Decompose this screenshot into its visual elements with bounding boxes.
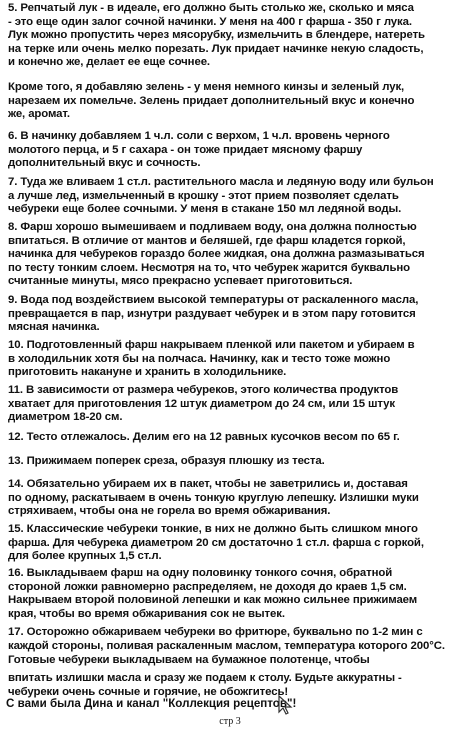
step-5-paragraph: 5. Репчатый лук - в идеале, его должно быть столько же, сколько и мяса - это еще один залог сочной начинки. У меня на 400 г фарша - 350 г лука. Лук можно пропустить через мясорубку, измельчить в блендере, натереть на терке или очень мелко порезать. Лук придает начинке некую сладость, и конечно же, делает ее еще сочнее. [8, 2, 425, 69]
step-15-paragraph: 15. Классические чебуреки тонкие, в них не должно быть слишком много фарша. Для чебурека диаметром 20 см достаточно 1 ст.л. фарша с горкой, для более крупных 1,5 ст.л. [8, 523, 424, 563]
step-11-paragraph: 11. В зависимости от размера чебуреков, этого количества продуктов хватает для приготовления 12 штук диаметром до 24 см, или 15 штук диаметром 18-20 см. [8, 384, 399, 424]
signature-line: С вами была Дина и канал "Коллекция рецептов"! [6, 697, 297, 710]
step-10-paragraph: 10. Подготовленный фарш накрываем пленкой или пакетом и убираем в в холодильник хотя бы на полчаса. Начинку, как и тесто тоже можно приготовить накануне и хранить в холодильнике. [8, 339, 415, 379]
serving-paragraph: Готовые чебуреки выкладываем на бумажное полотенце, чтобы [8, 654, 370, 666]
step-5-herbs-paragraph: Кроме того, я добавляю зелень - у меня немного кинзы и зеленый лук, нарезаем их помельче. Зелень придает дополнительный вкус и конечно же, аромат. [8, 81, 415, 121]
step-12-paragraph: 12. Тесто отлежалось. Делим его на 12 равных кусочков весом по 65 г. [8, 431, 400, 443]
step-13-paragraph: 13. Прижимаем поперек среза, образуя плюшку из теста. [8, 455, 325, 467]
step-7-paragraph: 7. Туда же вливаем 1 ст.л. растительного масла и ледяную воду или бульон а лучше лед, измельченный в крошку - этот прием позволяет сделать чебуреки еще более сочными. У меня в стакане 150 мл ледяной воды. [8, 176, 434, 216]
step-16-paragraph: 16. Выкладываем фарш на одну половинку тонкого сочня, обратной стороной ложки равномерно распределяем, не доходя до краев 1,5 см. Накрываем второй половиной лепешки и как можно сильнее прижимаем края, чтобы во время обжаривания сок не вытек. [8, 567, 418, 620]
step-14-paragraph: 14. Обязательно убираем их в пакет, чтобы не заветрились и, доставая по одному, раскатываем в очень тонкую круглую лепешку. Излишки муки стряхиваем, чтобы она не горела во время обжаривания. [8, 478, 419, 518]
step-9-paragraph: 9. Вода под воздействием высокой температуры от раскаленного масла, превращается в пар, изнутри раздувает чебурек и в этом пару готовится мясная начинка. [8, 294, 419, 334]
page-number: стр 3 [219, 716, 241, 727]
step-17-paragraph: 17. Осторожно обжариваем чебуреки во фритюре, буквально по 1-2 мин с каждой стороны, поливая раскаленным маслом, температура которого 200°С. [8, 626, 445, 652]
serving-warning-paragraph: впитать излишки масла и сразу же подаем к столу. Будьте аккуратны - чебуреки очень сочные и горячие, не обожгитесь! [8, 672, 402, 698]
step-8-paragraph: 8. Фарш хорошо вымешиваем и подливаем воду, она должна полностью впитаться. В отличие от мантов и беляшей, где фарш кладется горкой, начинка для чебуреков гораздо более жидкая, она должна размазываться по тесту тонким слоем. Несмотря на то, что чебурек жарится буквально считанные минуты, мясо прекрасно успевает приготовиться. [8, 221, 425, 288]
step-6-paragraph: 6. В начинку добавляем 1 ч.л. соли с верхом, 1 ч.л. вровень черного молотого перца, и 5 г сахара - он тоже придает мясному фаршу дополнительный вкус и сочность. [8, 130, 390, 170]
cursor-mark-icon [276, 694, 296, 716]
